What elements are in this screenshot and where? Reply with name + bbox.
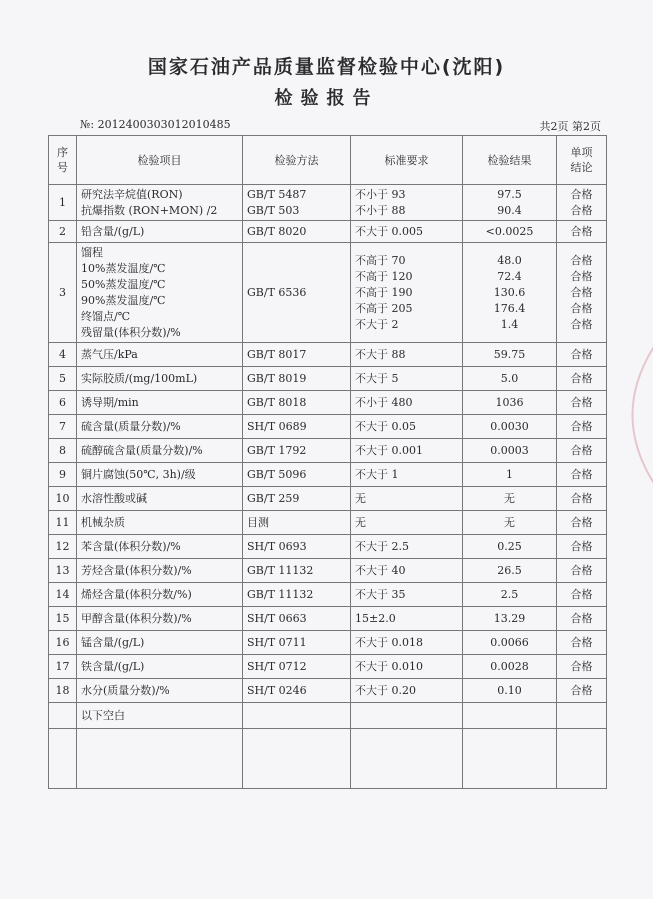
table-row [49, 487, 607, 511]
table-row [49, 729, 607, 789]
cell-verdict: 合格 [557, 391, 607, 415]
table-row [49, 463, 607, 487]
cell-method [243, 243, 351, 343]
empty-cell [351, 729, 463, 789]
cell-method [243, 185, 351, 221]
cell-requirement-line: 不小于 88 [355, 203, 406, 217]
cell-result-line: 176.4 [493, 301, 526, 315]
cell-item [77, 243, 243, 343]
header-item: 检验项目 [77, 136, 243, 185]
cell-result: 0.0066 [463, 631, 557, 655]
cell-item: 实际胶质/(mg/100mL) [77, 367, 243, 391]
cell-item: 铜片腐蚀(50℃, 3h)/级 [77, 463, 243, 487]
cell-requirement: 不大于 0.001 [351, 439, 463, 463]
cell-method-line: GB/T 6536 [247, 285, 307, 299]
empty-cell [243, 729, 351, 789]
cell-item: 苯含量(体积分数)/% [77, 535, 243, 559]
table-row [49, 391, 607, 415]
cell-verdict: 合格 [557, 607, 607, 631]
cell-requirement: 无 [351, 487, 463, 511]
cell-method-line: GB/T 5487 [247, 187, 307, 201]
cell-verdict-line: 合格 [570, 203, 593, 217]
inspection-stamp [600, 345, 653, 485]
cell-method: SH/T 0663 [243, 607, 351, 631]
cell-requirement-line: 不高于 205 [355, 301, 413, 315]
table-row [49, 415, 607, 439]
empty-cell [557, 703, 607, 729]
cell-requirement-line: 不小于 93 [355, 187, 406, 201]
table-row [49, 703, 607, 729]
cell-result: 无 [463, 487, 557, 511]
header-method: 检验方法 [243, 136, 351, 185]
report-subtitle: 检验报告 [274, 88, 379, 109]
cell-requirement: 不大于 0.05 [351, 415, 463, 439]
empty-cell [463, 729, 557, 789]
cell-item-line: 终馏点/℃ [81, 309, 131, 323]
cell-requirement [351, 243, 463, 343]
serial-label: №: [80, 118, 95, 131]
row-number: 2 [49, 221, 77, 243]
row-number: 17 [49, 655, 77, 679]
table-row [49, 243, 607, 343]
cell-requirement: 不大于 1 [351, 463, 463, 487]
cell-requirement-line: 不大于 2 [355, 317, 399, 331]
table-row [49, 607, 607, 631]
empty-cell [49, 729, 77, 789]
table-row [49, 221, 607, 243]
cell-item: 水分(质量分数)/% [77, 679, 243, 703]
row-number: 14 [49, 583, 77, 607]
cell-method: SH/T 0693 [243, 535, 351, 559]
cell-result-line: 130.6 [493, 285, 526, 299]
cell-result: 5.0 [463, 367, 557, 391]
cell-result: 1036 [463, 391, 557, 415]
cell-verdict-line: 合格 [570, 301, 593, 315]
header-no [49, 136, 77, 185]
cell-item: 硫醇硫含量(质量分数)/% [77, 439, 243, 463]
cell-method: 目测 [243, 511, 351, 535]
cell-item: 诱导期/min [77, 391, 243, 415]
cell-item: 铁含量/(g/L) [77, 655, 243, 679]
cell-verdict-line: 合格 [570, 269, 593, 283]
cell-item: 烯烃含量(体积分数/%) [77, 583, 243, 607]
cell-item-line: 馏程 [81, 245, 103, 259]
cell-item: 硫含量(质量分数)/% [77, 415, 243, 439]
empty-cell [557, 729, 607, 789]
cell-result: 1 [463, 463, 557, 487]
row-number: 7 [49, 415, 77, 439]
cell-verdict: 合格 [557, 463, 607, 487]
cell-item: 甲醇含量(体积分数)/% [77, 607, 243, 631]
row-number: 11 [49, 511, 77, 535]
row-number: 3 [49, 243, 77, 343]
cell-result-line: 48.0 [497, 253, 522, 267]
cell-verdict: 合格 [557, 415, 607, 439]
cell-item: 水溶性酸或碱 [77, 487, 243, 511]
cell-result [463, 243, 557, 343]
cell-method: SH/T 0711 [243, 631, 351, 655]
cell-result: 0.25 [463, 535, 557, 559]
serial-number [80, 118, 231, 131]
cell-verdict: 合格 [557, 631, 607, 655]
cell-verdict: 合格 [557, 679, 607, 703]
row-number: 4 [49, 343, 77, 367]
row-number: 12 [49, 535, 77, 559]
empty-cell [49, 703, 77, 729]
empty-cell [77, 729, 243, 789]
cell-result-line: 90.4 [497, 203, 522, 217]
cell-result [463, 185, 557, 221]
cell-requirement-line: 不高于 120 [355, 269, 413, 283]
header-no-text: 序号 [57, 146, 68, 174]
cell-verdict: 合格 [557, 343, 607, 367]
table-row [49, 535, 607, 559]
blank-below-note: 以下空白 [77, 703, 243, 729]
cell-result: 无 [463, 511, 557, 535]
cell-method: GB/T 11132 [243, 559, 351, 583]
table-row [49, 439, 607, 463]
cell-requirement: 15±2.0 [351, 607, 463, 631]
cell-requirement: 不大于 35 [351, 583, 463, 607]
empty-cell [463, 703, 557, 729]
cell-result: 26.5 [463, 559, 557, 583]
cell-item: 机械杂质 [77, 511, 243, 535]
cell-verdict-line: 合格 [570, 317, 593, 331]
cell-result: 13.29 [463, 607, 557, 631]
table-row [49, 631, 607, 655]
cell-requirement: 不大于 2.5 [351, 535, 463, 559]
table-row [49, 559, 607, 583]
header-verdict-text: 单项结论 [570, 146, 593, 174]
cell-result-line: 72.4 [497, 269, 522, 283]
row-number: 18 [49, 679, 77, 703]
cell-requirement: 不大于 5 [351, 367, 463, 391]
cell-method: GB/T 5096 [243, 463, 351, 487]
row-number: 6 [49, 391, 77, 415]
cell-requirement [351, 185, 463, 221]
cell-verdict [557, 185, 607, 221]
table-row [49, 583, 607, 607]
cell-item-line: 50%蒸发温度/℃ [81, 277, 166, 291]
cell-result-line: 1.4 [500, 317, 519, 331]
table-row [49, 511, 607, 535]
cell-verdict: 合格 [557, 559, 607, 583]
cell-result: <0.0025 [463, 221, 557, 243]
row-number: 9 [49, 463, 77, 487]
cell-result: 0.0030 [463, 415, 557, 439]
cell-item-line: 研究法辛烷值(RON) [81, 187, 183, 201]
cell-verdict-line: 合格 [570, 187, 593, 201]
table-row [49, 679, 607, 703]
cell-requirement: 不大于 88 [351, 343, 463, 367]
cell-verdict: 合格 [557, 535, 607, 559]
empty-cell [351, 703, 463, 729]
serial-value: 2012400303012010485 [97, 118, 231, 131]
cell-result: 2.5 [463, 583, 557, 607]
cell-verdict: 合格 [557, 221, 607, 243]
page-info: 共2页 第2页 [539, 120, 601, 133]
header-requirement: 标准要求 [351, 136, 463, 185]
row-number: 13 [49, 559, 77, 583]
row-number: 16 [49, 631, 77, 655]
row-number: 10 [49, 487, 77, 511]
cell-verdict [557, 243, 607, 343]
cell-item-line: 90%蒸发温度/℃ [81, 293, 166, 307]
cell-method: SH/T 0689 [243, 415, 351, 439]
cell-item: 锰含量/(g/L) [77, 631, 243, 655]
table-header-row [49, 136, 607, 185]
cell-method: GB/T 11132 [243, 583, 351, 607]
table-row [49, 367, 607, 391]
cell-requirement: 不大于 0.20 [351, 679, 463, 703]
cell-verdict: 合格 [557, 367, 607, 391]
cell-method-line: GB/T 503 [247, 203, 300, 217]
cell-verdict: 合格 [557, 655, 607, 679]
report-title: 国家石油产品质量监督检验中心(沈阳) [147, 56, 506, 78]
cell-result: 0.0028 [463, 655, 557, 679]
cell-method: GB/T 8020 [243, 221, 351, 243]
cell-requirement: 不大于 0.010 [351, 655, 463, 679]
cell-method: SH/T 0712 [243, 655, 351, 679]
cell-item: 蒸气压/kPa [77, 343, 243, 367]
cell-method: GB/T 8018 [243, 391, 351, 415]
cell-verdict: 合格 [557, 511, 607, 535]
cell-item: 芳烃含量(体积分数)/% [77, 559, 243, 583]
cell-verdict-line: 合格 [570, 253, 593, 267]
header-verdict [557, 136, 607, 185]
cell-requirement: 不小于 480 [351, 391, 463, 415]
cell-verdict: 合格 [557, 583, 607, 607]
cell-result-line: 97.5 [497, 187, 522, 201]
cell-method: GB/T 8019 [243, 367, 351, 391]
cell-result: 0.10 [463, 679, 557, 703]
table-body [49, 185, 607, 789]
cell-item: 铅含量/(g/L) [77, 221, 243, 243]
cell-item-line: 抗爆指数 (RON+MON) /2 [81, 203, 218, 217]
cell-requirement-line: 不高于 70 [355, 253, 406, 267]
cell-method: GB/T 1792 [243, 439, 351, 463]
row-number: 8 [49, 439, 77, 463]
table-row [49, 655, 607, 679]
cell-requirement-line: 不高于 190 [355, 285, 413, 299]
cell-verdict: 合格 [557, 439, 607, 463]
cell-item [77, 185, 243, 221]
empty-cell [243, 703, 351, 729]
cell-result: 0.0003 [463, 439, 557, 463]
cell-requirement: 不大于 0.018 [351, 631, 463, 655]
table-row [49, 185, 607, 221]
row-number: 5 [49, 367, 77, 391]
header-result: 检验结果 [463, 136, 557, 185]
cell-method: SH/T 0246 [243, 679, 351, 703]
table-row [49, 343, 607, 367]
inspection-table [48, 135, 607, 789]
stamp-arc-icon [600, 345, 653, 485]
cell-method: GB/T 259 [243, 487, 351, 511]
cell-method: GB/T 8017 [243, 343, 351, 367]
cell-verdict: 合格 [557, 487, 607, 511]
row-number: 15 [49, 607, 77, 631]
cell-result: 59.75 [463, 343, 557, 367]
cell-verdict-line: 合格 [570, 285, 593, 299]
cell-requirement: 不大于 40 [351, 559, 463, 583]
cell-requirement: 无 [351, 511, 463, 535]
cell-requirement: 不大于 0.005 [351, 221, 463, 243]
row-number: 1 [49, 185, 77, 221]
cell-item-line: 残留量(体积分数)/% [81, 325, 181, 339]
cell-item-line: 10%蒸发温度/℃ [81, 261, 166, 275]
